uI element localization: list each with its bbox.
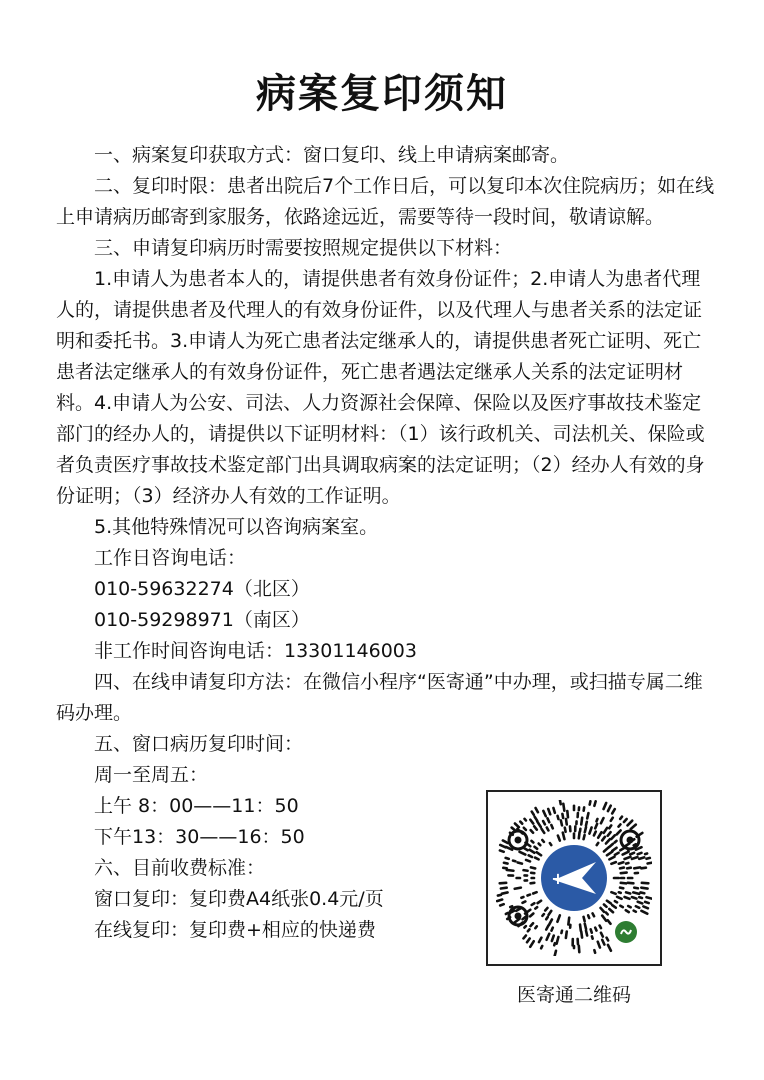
phone-north: 010-59632274（北区） — [94, 578, 310, 600]
phone-south: 010-59298971（南区） — [94, 609, 310, 631]
page-title: 病案复印须知 — [256, 71, 508, 117]
fee-online: 在线复印：复印费+相应的快递费 — [94, 919, 376, 941]
mini-program-qr-code[interactable] — [486, 790, 662, 966]
window-time-morning: 上午 8：00——11：50 — [94, 795, 299, 817]
paragraph-materials-heading: 三、申请复印病历时需要按照规定提供以下材料： — [94, 237, 513, 259]
qr-caption: 医寄通二维码 — [516, 984, 631, 1006]
paragraph-time-limit: 二、复印时限：患者出院后7个工作日后，可以复印本次住院病历；如在线上申请病历邮寄到家服务，依路途远近，需要等待一段时间，敬请谅解。 — [56, 175, 715, 228]
paragraph-materials-detail: 1.申请人为患者本人的，请提供患者有效身份证件；2.申请人为患者代理人的，请提供患者及代理人的有效身份证件，以及代理人与患者关系的法定证明和委托书。3.申请人为死亡患者法定继承人的，请提供患者死亡证明、死亡患者法定继承人的有效身份证件，死亡患者遇法定继承人关系的法定证明材料。4.申请人为公安、司法、人力资源社会保障、保险以及医疗事故技术鉴定部门的经办人的，请提供以下证明材料：（1）该行政机关、司法机关、保险或者负责医疗事故技术鉴定部门出具调取病案的法定证明；（2）经办人有效的身份证明；（3）经济办人有效的工作证明。 — [56, 268, 705, 507]
qr-code-graphic — [496, 800, 652, 956]
fee-window: 窗口复印：复印费A4纸张0.4元/页 — [94, 888, 384, 910]
window-time-heading: 五、窗口病历复印时间： — [94, 733, 304, 755]
paragraph-special-cases: 5.其他特殊情况可以咨询病案室。 — [94, 516, 379, 538]
window-time-days: 周一至周五： — [94, 764, 209, 786]
window-time-afternoon: 下午13：30——16：50 — [94, 826, 305, 848]
fees-heading: 六、目前收费标准： — [94, 857, 266, 879]
svg-text:+: + — [551, 869, 565, 888]
phone-offhours: 非工作时间咨询电话：13301146003 — [94, 640, 417, 662]
weekday-phone-label: 工作日咨询电话： — [94, 547, 247, 569]
paragraph-acquire-method: 一、病案复印获取方式：窗口复印、线上申请病案邮寄。 — [94, 144, 570, 166]
paragraph-online-method: 四、在线申请复印方法：在微信小程序“医寄通”中办理，或扫描专属二维码办理。 — [56, 671, 703, 724]
